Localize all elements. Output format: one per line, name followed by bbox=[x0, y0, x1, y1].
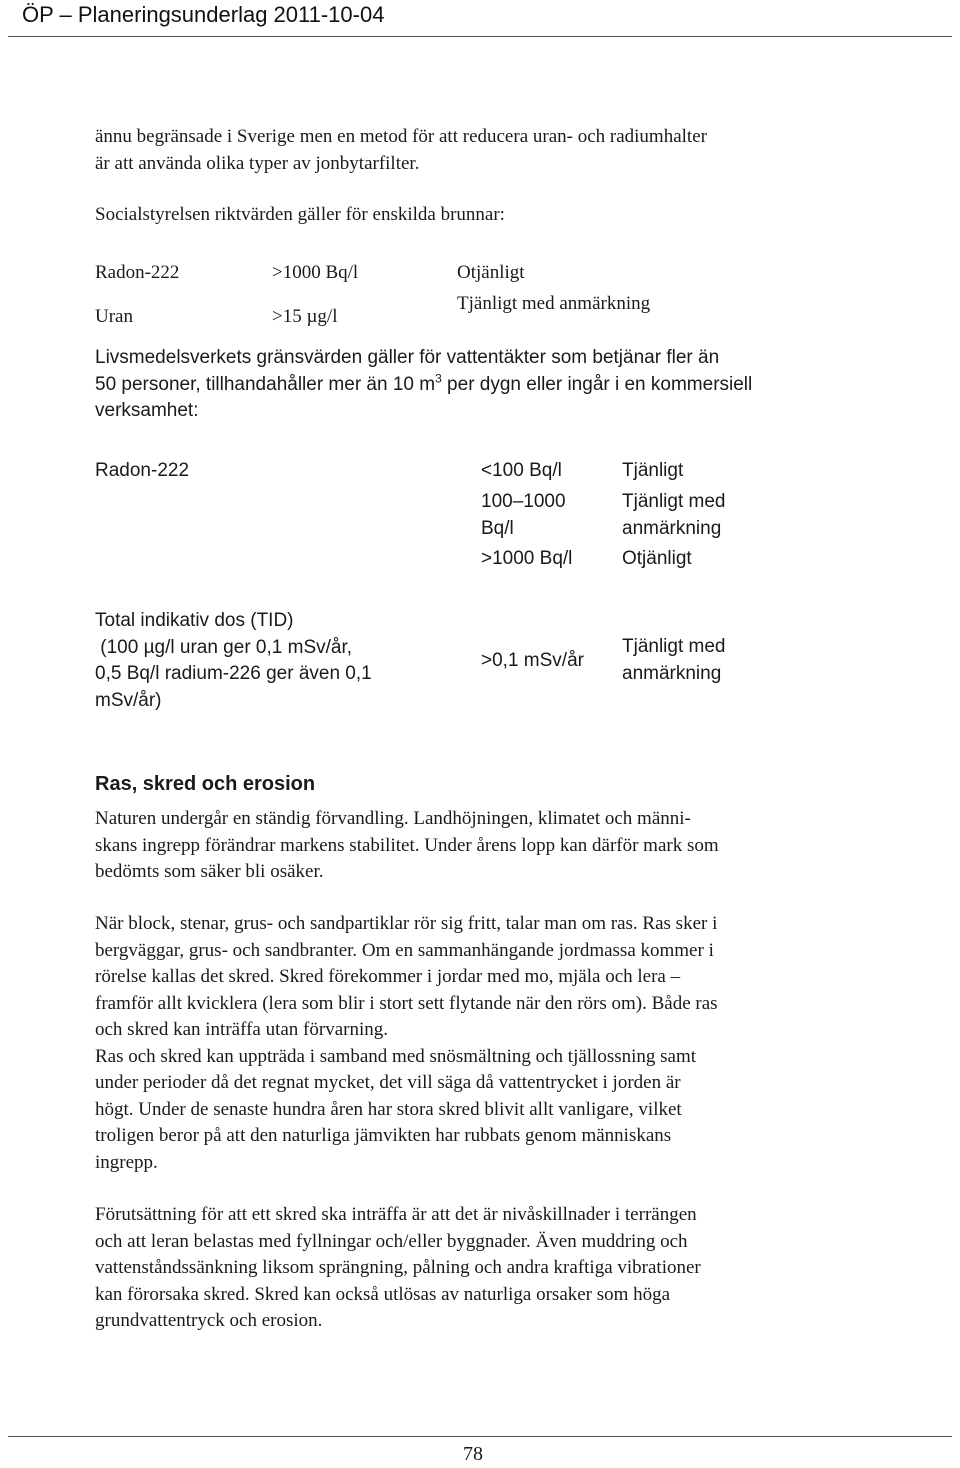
superscript: 3 bbox=[435, 371, 442, 386]
section-paragraph bbox=[95, 806, 865, 886]
text-fragment: per dygn eller ingår i en kommersiell bbox=[441, 373, 753, 395]
text-line: Tjänligt med bbox=[622, 491, 726, 512]
livsmedelsverket-paragraph bbox=[95, 345, 865, 425]
text-line: är att använda olika typer av jonbytarfilter. bbox=[95, 152, 420, 174]
table-cell-limit: >15 µg/l bbox=[272, 306, 338, 327]
text-line bbox=[95, 372, 865, 399]
table-cell-substance: Radon-222 bbox=[95, 460, 190, 481]
text-line: grundvattentryck och erosion. bbox=[95, 1310, 323, 1331]
table-cell-limit: >0,1 mSv/år bbox=[481, 650, 584, 671]
table-cell-substance bbox=[95, 608, 372, 714]
table-cell-limit bbox=[481, 489, 566, 542]
text-line: Tjänligt med bbox=[622, 636, 726, 657]
text-line: Naturen undergår en ständig förvandling. Landhöjningen, klimatet och männi- bbox=[95, 808, 691, 829]
socialstyrelsen-heading: Socialstyrelsen riktvärden gäller för enskilda brunnar: bbox=[95, 204, 505, 225]
text-line: ingrepp. bbox=[95, 1151, 158, 1173]
text-line: Förutsättning för att ett skred ska inträffa är att det är nivåskillnader i terrängen bbox=[95, 1204, 697, 1225]
page-number: 78 bbox=[463, 1443, 483, 1465]
text-line: (100 µg/l uran ger 0,1 mSv/år, bbox=[95, 636, 353, 658]
intro-paragraph bbox=[95, 124, 865, 177]
section-paragraph bbox=[95, 911, 865, 1176]
text-line: vattenståndssänkning liksom sprängning, pålning och andra kraftiga vibrationer bbox=[95, 1257, 701, 1278]
table-cell-assessment: Otjänligt bbox=[622, 548, 692, 569]
text-line: ännu begränsade i Sverige men en metod för att reducera uran- och radiumhalter bbox=[95, 126, 707, 147]
text-line: Total indikativ dos (TID) bbox=[95, 610, 294, 631]
text-line: och skred kan inträffa utan förvarning. bbox=[95, 1019, 388, 1040]
table-cell-limit: >1000 Bq/l bbox=[481, 548, 573, 569]
text-line: bergväggar, grus- och sandbranter. Om en sammanhängande jordmassa kommer i bbox=[95, 939, 714, 961]
text-line: mSv/år) bbox=[95, 689, 162, 711]
footer-divider bbox=[8, 1436, 952, 1437]
text-line: och att leran belastas med fyllningar och/eller byggnader. Även muddring och bbox=[95, 1230, 688, 1252]
table-cell-assessment bbox=[622, 634, 726, 687]
page-header-title: ÖP – Planeringsunderlag 2011-10-04 bbox=[22, 2, 385, 27]
table-cell-assessment: Tjänligt med anmärkning bbox=[457, 293, 651, 314]
text-line: rörelse kallas det skred. Skred förekommer i jordar med mo, mjäla och lera – bbox=[95, 966, 681, 987]
text-line: anmärkning bbox=[622, 517, 722, 539]
table-cell-substance: Radon-222 bbox=[95, 262, 180, 283]
text-line: troligen beror på att den naturliga jämvikten har rubbats genom människans bbox=[95, 1125, 672, 1146]
table-cell-assessment: Tjänligt bbox=[622, 460, 684, 481]
text-line: bedömts som säker bli osäker. bbox=[95, 861, 324, 882]
header-divider bbox=[8, 36, 952, 37]
text-line: högt. Under de senaste hundra åren har stora skred blivit allt vanligare, vilket bbox=[95, 1098, 682, 1120]
text-line: Ras och skred kan uppträda i samband med snösmältning och tjällossning samt bbox=[95, 1045, 697, 1067]
text-fragment: 50 personer, tillhandahåller mer än 10 m bbox=[95, 373, 436, 395]
table-cell-substance: Uran bbox=[95, 306, 133, 327]
table-cell-limit: >1000 Bq/l bbox=[272, 262, 359, 283]
section-heading: Ras, skred och erosion bbox=[95, 773, 316, 795]
text-line: 100–1000 bbox=[481, 491, 566, 512]
text-line: skans ingrepp förändrar markens stabilitet. Under årens lopp kan därför mark som bbox=[95, 834, 719, 856]
text-line: framför allt kvicklera (lera som blir i stort sett flytande när den rörs om). Både ras bbox=[95, 992, 718, 1014]
text-line: verksamhet: bbox=[95, 400, 199, 421]
table-cell-limit: <100 Bq/l bbox=[481, 460, 562, 481]
text-line: Livsmedelsverkets gränsvärden gäller för vattentäkter som betjänar fler än bbox=[95, 347, 720, 368]
text-line: anmärkning bbox=[622, 662, 722, 684]
text-line: kan förorsaka skred. Skred kan också utlösas av naturliga orsaker som höga bbox=[95, 1283, 671, 1305]
section-paragraph bbox=[95, 1202, 865, 1335]
table-cell-assessment: Otjänligt bbox=[457, 262, 525, 283]
table-cell-assessment bbox=[622, 489, 726, 542]
text-line: under perioder då det regnat mycket, det vill säga då vattentrycket i jorden är bbox=[95, 1072, 681, 1093]
text-line: Bq/l bbox=[481, 517, 514, 539]
text-line: 0,5 Bq/l radium-226 ger även 0,1 bbox=[95, 663, 372, 684]
text-line: När block, stenar, grus- och sandpartiklar rör sig fritt, talar man om ras. Ras sker i bbox=[95, 913, 718, 934]
